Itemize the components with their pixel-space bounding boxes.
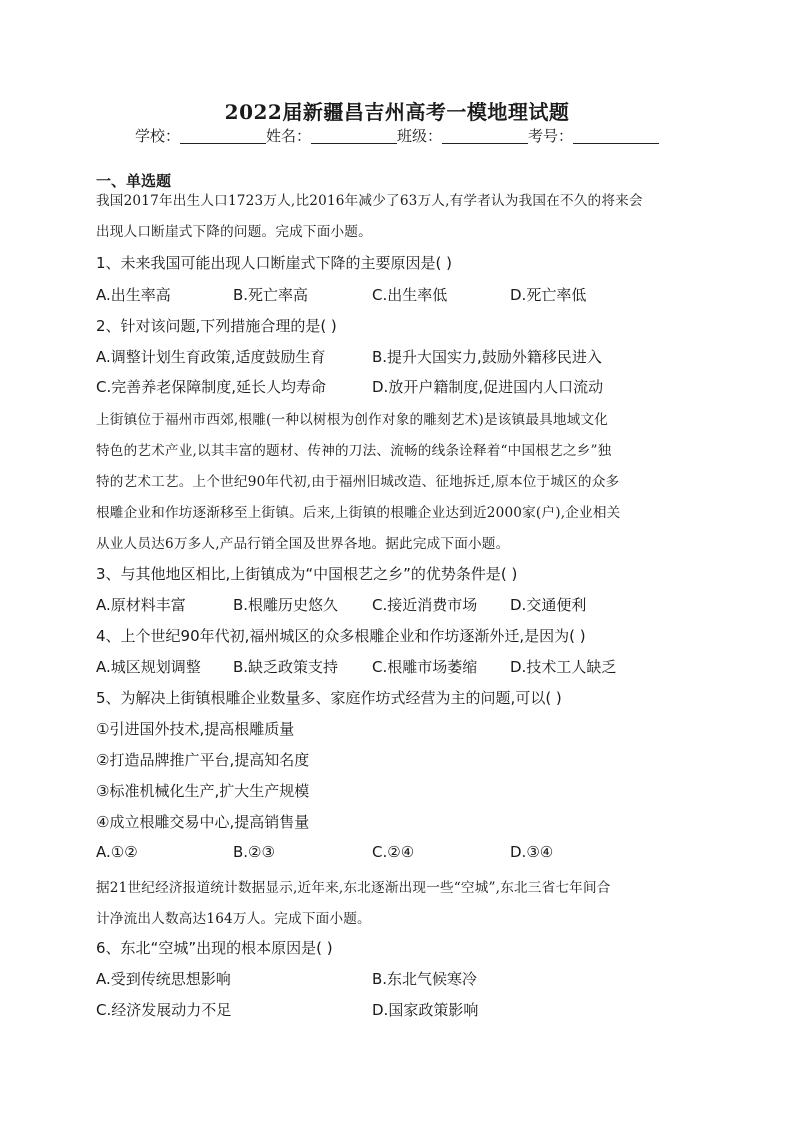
option-b: B.死亡率高	[233, 286, 309, 304]
passage2-line: 根雕企业和作坊逐渐移至上街镇。后来,上街镇的根雕企业达到近2000家(户),企业相关	[96, 505, 621, 521]
option-c: C.接近消费市场	[372, 596, 478, 614]
option-a: A.①②	[96, 843, 138, 861]
exam-title: 2022届新疆昌吉州高考一模地理试题	[224, 100, 570, 124]
question-2-stem: 2、针对该问题,下列措施合理的是( )	[96, 317, 337, 335]
question-1-stem: 1、未来我国可能出现人口断崖式下降的主要原因是( )	[96, 254, 453, 272]
number-blank[interactable]	[573, 128, 659, 144]
passage3-line: 据21世纪经济报道统计数据显示,近年来,东北逐渐出现一些“空城”,东北三省七年间合	[96, 880, 611, 896]
passage1-line: 我国2017年出生人口1723万人,比2016年减少了63万人,有学者认为我国在不久的将来会	[96, 193, 643, 209]
option-b: B.②③	[233, 843, 275, 861]
passage2-line: 特色的艺术产业,以其丰富的题材、传神的刀法、流畅的线条诠释着“中国根艺之乡”独	[96, 443, 612, 459]
class-blank[interactable]	[442, 128, 528, 144]
option-c: C.②④	[372, 843, 415, 861]
section-heading: 一、单选题	[96, 172, 172, 190]
option-d: D.技术工人缺乏	[510, 658, 617, 676]
option-a: A.受到传统思想影响	[96, 970, 231, 988]
passage2-line: 上街镇位于福州市西郊,根雕(一种以树根为创作对象的雕刻艺术)是该镇最具地域文化	[96, 412, 609, 428]
option-d: D.放开户籍制度,促进国内人口流动	[372, 378, 604, 396]
option-d: D.③④	[510, 843, 554, 861]
name-label: 姓名：	[265, 127, 311, 145]
question-5-stem: 5、为解决上街镇根雕企业数量多、家庭作坊式经营为主的问题,可以( )	[96, 689, 562, 707]
option-a: A.城区规划调整	[96, 658, 201, 676]
option-a: A.出生率高	[96, 286, 171, 304]
student-info-line	[0, 125, 794, 146]
class-label: 班级：	[397, 127, 443, 145]
option-b: B.根雕历史悠久	[233, 596, 339, 614]
option-c: C.经济发展动力不足	[96, 1001, 232, 1019]
question-5-item-3: ③标准机械化生产,扩大生产规模	[96, 782, 310, 800]
option-a: A.调整计划生育政策,适度鼓励生育	[96, 348, 326, 366]
name-blank[interactable]	[311, 128, 397, 144]
option-b: B.提升大国实力,鼓励外籍移民进入	[372, 348, 602, 366]
school-blank[interactable]	[180, 128, 266, 144]
option-c: C.完善养老保障制度,延长人均寿命	[96, 378, 327, 396]
question-3-stem: 3、与其他地区相比,上街镇成为“中国根艺之乡”的优势条件是( )	[96, 565, 518, 583]
option-d: D.死亡率低	[510, 286, 587, 304]
passage3-line: 计净流出人数高达164万人。完成下面小题。	[96, 911, 371, 927]
question-5-item-1: ①引进国外技术,提高根雕质量	[96, 720, 295, 738]
passage2-line: 从业人员达6万多人,产品行销全国及世界各地。据此完成下面小题。	[96, 536, 510, 552]
option-c: C.根雕市场萎缩	[372, 658, 478, 676]
passage2-line: 特的艺术工艺。上个世纪90年代初,由于福州旧城改造、征地拆迁,原本位于城区的众多	[96, 474, 620, 490]
option-a: A.原材料丰富	[96, 596, 186, 614]
question-6-stem: 6、东北“空城”出现的根本原因是( )	[96, 939, 333, 957]
question-4-stem: 4、上个世纪90年代初,福州城区的众多根雕企业和作坊逐渐外迁,是因为( )	[96, 627, 586, 645]
passage1-line: 出现人口断崖式下降的问题。完成下面小题。	[96, 224, 372, 240]
option-d: D.国家政策影响	[372, 1001, 479, 1019]
number-label: 考号：	[528, 127, 574, 145]
school-label: 学校：	[134, 127, 180, 145]
option-b: B.缺乏政策支持	[233, 658, 339, 676]
question-5-item-4: ④成立根雕交易中心,提高销售量	[96, 813, 310, 831]
option-c: C.出生率低	[372, 286, 448, 304]
question-5-item-2: ②打造品牌推广平台,提高知名度	[96, 751, 310, 769]
option-b: B.东北气候寒冷	[372, 970, 478, 988]
option-d: D.交通便利	[510, 596, 587, 614]
